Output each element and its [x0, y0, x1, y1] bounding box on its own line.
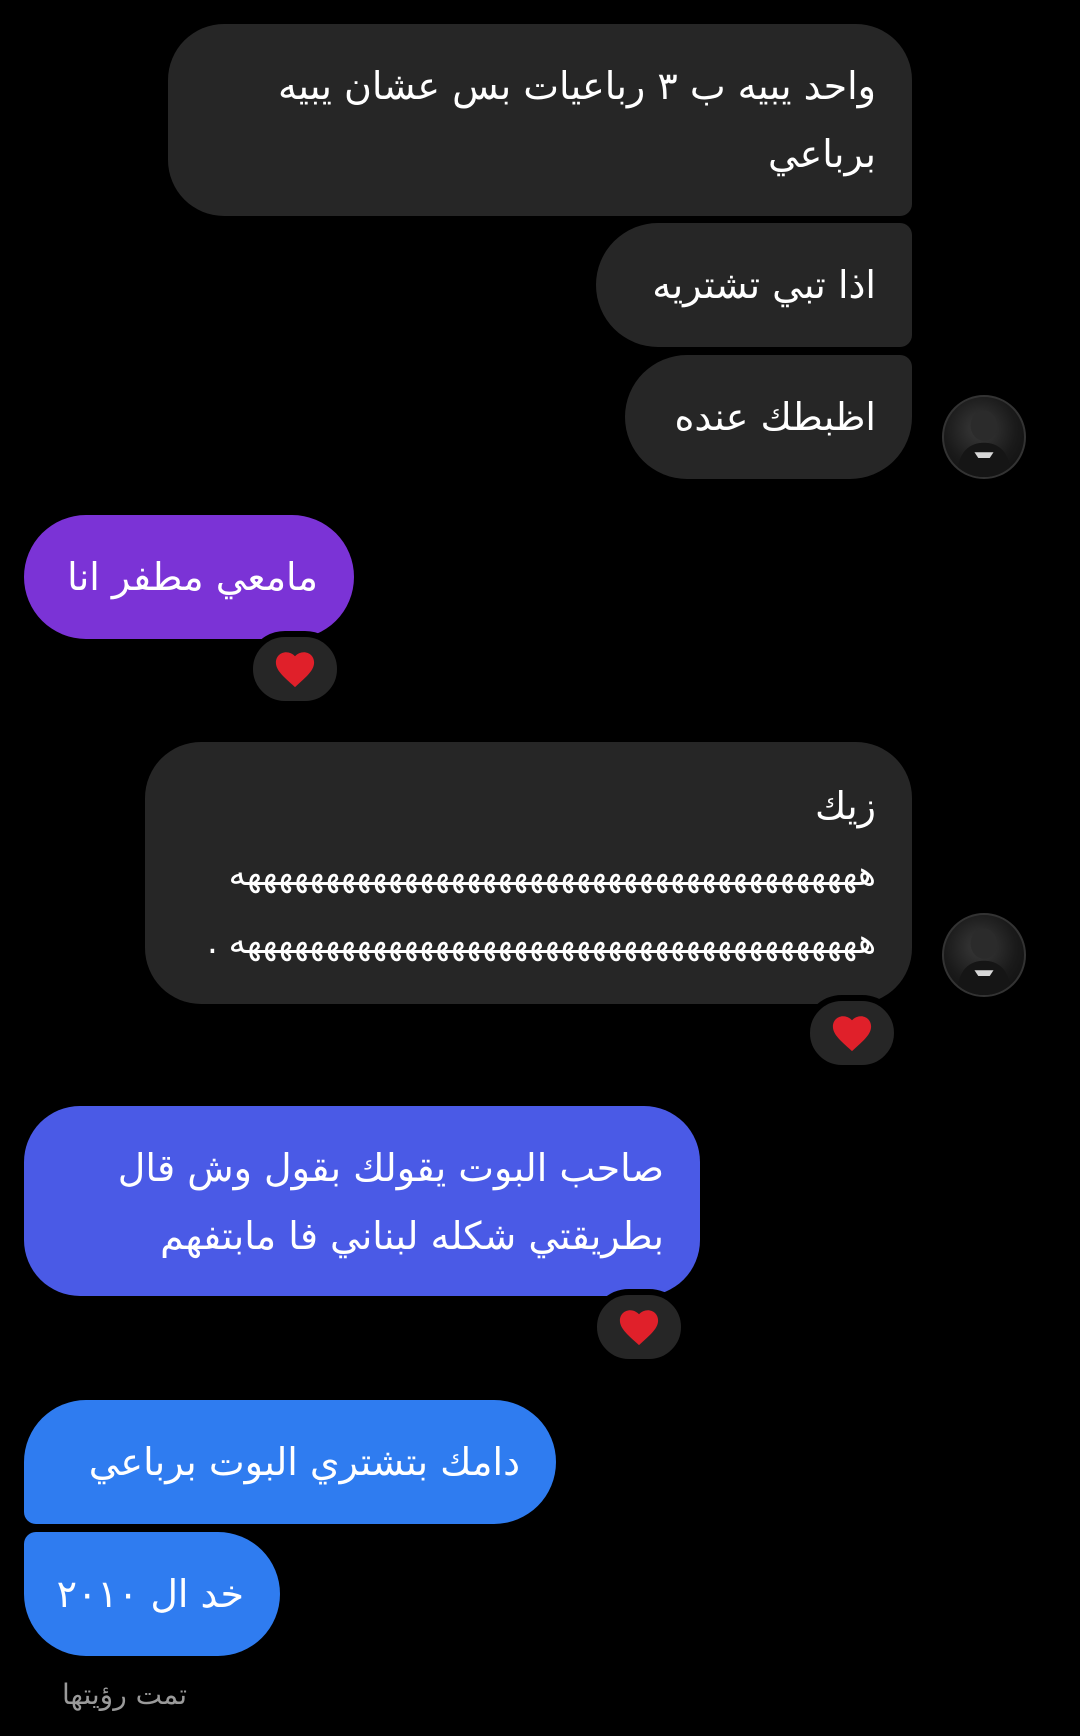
seen-status: تمت رؤيتها [62, 1678, 188, 1711]
message-text: اذا تبي تشتريه [652, 263, 876, 307]
message-text: دامك بتشتري البوت برباعي [88, 1440, 520, 1484]
message-text: برباعي [767, 132, 876, 176]
contact-avatar[interactable] [942, 913, 1026, 997]
message-text: مامعي مطفر انا [67, 555, 318, 599]
message-text: ههههههههههههههههههههههههههههههههههههههههه . [207, 922, 876, 962]
message-text: ههههههههههههههههههههههههههههههههههههههههه [228, 854, 876, 894]
message-bubble-sent[interactable] [24, 1106, 700, 1296]
message-bubble-received[interactable] [145, 742, 912, 1004]
avatar-image [944, 915, 1024, 995]
message-bubble-sent[interactable] [24, 515, 354, 639]
heart-icon [617, 1307, 661, 1347]
message-reaction[interactable] [247, 631, 343, 707]
message-text: زيك [815, 784, 876, 828]
message-text: خد ال ٢٠١٠ [56, 1572, 244, 1616]
message-bubble-received[interactable] [168, 24, 912, 216]
message-bubble-sent[interactable] [24, 1532, 280, 1656]
message-reaction[interactable] [591, 1289, 687, 1365]
message-text: اظبطك عنده [674, 395, 876, 439]
heart-icon [273, 649, 317, 689]
message-text: صاحب البوت يقولك بقول وش قال [117, 1146, 664, 1190]
message-bubble-received[interactable] [596, 223, 912, 347]
avatar-image [944, 397, 1024, 477]
message-bubble-received[interactable] [625, 355, 912, 479]
message-text: واحد يبيه ب ٣ رباعيات بس عشان يبيه [278, 64, 876, 108]
contact-avatar[interactable] [942, 395, 1026, 479]
heart-icon [830, 1013, 874, 1053]
message-reaction[interactable] [804, 995, 900, 1071]
message-bubble-sent[interactable] [24, 1400, 556, 1524]
message-text: بطريقتي شكله لبناني فا مابتفهم [160, 1214, 664, 1258]
